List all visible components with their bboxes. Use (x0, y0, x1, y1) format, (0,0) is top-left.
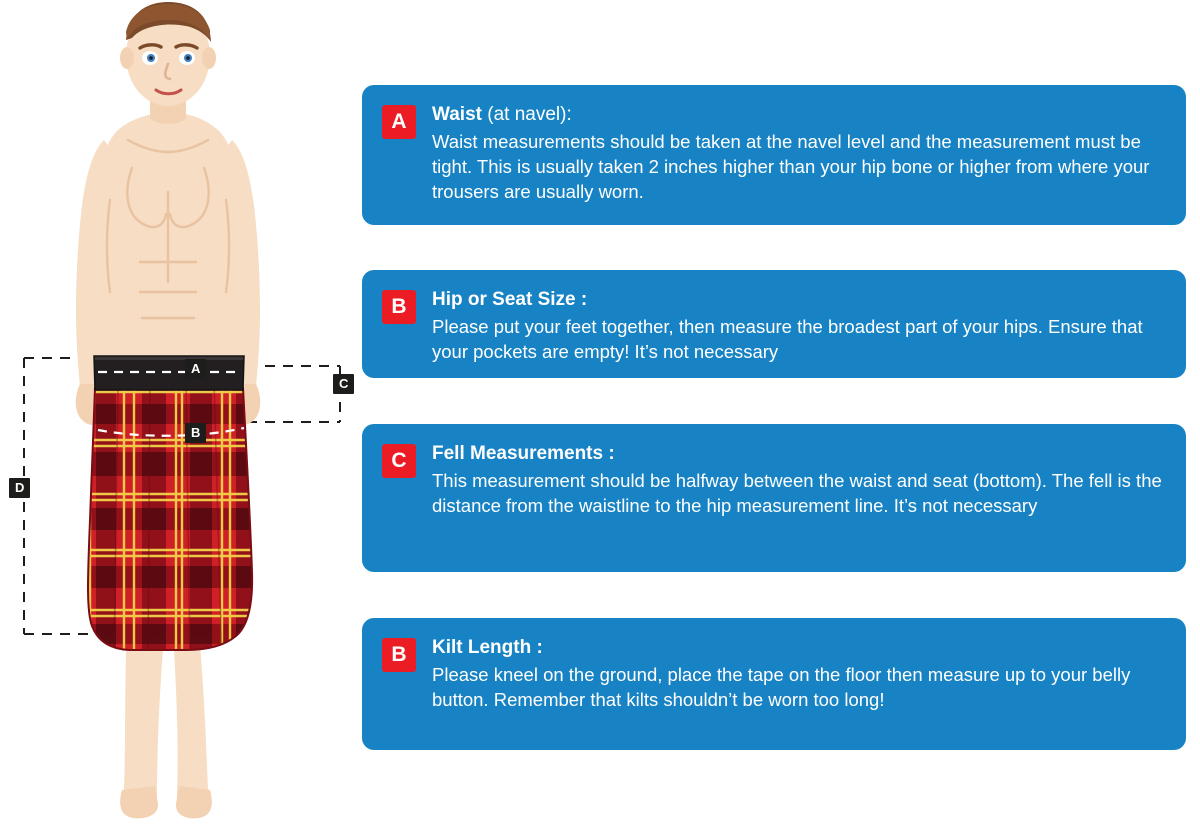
card-waist-title (432, 103, 1164, 127)
man-wearing-kilt-illustration (0, 0, 360, 832)
figure-illustration-area (0, 0, 360, 832)
card-kilt-length-text: Please kneel on the ground, place the tape on the floor then measure up to your belly button. Remember that kilts shouldn’t be worn too long! (432, 663, 1131, 710)
instruction-cards (362, 0, 1200, 832)
card-waist-badge: A (382, 105, 416, 139)
card-waist-title-suffix: (at navel): (481, 104, 572, 125)
marker-a-waist: A (185, 359, 206, 379)
card-kilt-length-badge: B (382, 638, 416, 672)
card-kilt-length (362, 618, 1186, 750)
card-fell-title (432, 442, 1164, 466)
marker-c-fell: C (333, 374, 354, 394)
card-hip-seat-badge: B (382, 290, 416, 324)
card-waist-body (432, 103, 1164, 204)
card-kilt-length-body (432, 636, 1164, 712)
card-hip-seat-body (432, 288, 1164, 364)
tartan-kilt (80, 354, 265, 665)
card-waist (362, 85, 1186, 225)
card-fell-badge: C (382, 444, 416, 478)
card-hip-seat-title-main: Hip or Seat Size : (432, 289, 588, 310)
marker-b-hip: B (185, 423, 206, 443)
card-fell-title-main: Fell Measurements : (432, 443, 615, 464)
card-fell-text: This measurement should be halfway between the waist and seat (bottom). The fell is the distance from the waistline to the hip measurement line. It’s not necessary (432, 469, 1162, 516)
card-fell (362, 424, 1186, 572)
card-fell-body (432, 442, 1164, 518)
card-hip-seat-title (432, 288, 1164, 312)
card-kilt-length-title (432, 636, 1164, 660)
card-kilt-length-title-main: Kilt Length : (432, 637, 543, 658)
marker-d-kilt-length: D (9, 478, 30, 498)
card-hip-seat-text: Please put your feet together, then measure the broadest part of your hips. Ensure that your pockets are empty! It’s not necessary (432, 315, 1143, 362)
card-waist-title-main: Waist (432, 104, 482, 125)
card-hip-seat (362, 270, 1186, 378)
card-waist-text: Waist measurements should be taken at the navel level and the measurement must be tight. This is usually taken 2 inches higher than your hip bone or higher from where your trousers are usually worn. (432, 130, 1150, 203)
